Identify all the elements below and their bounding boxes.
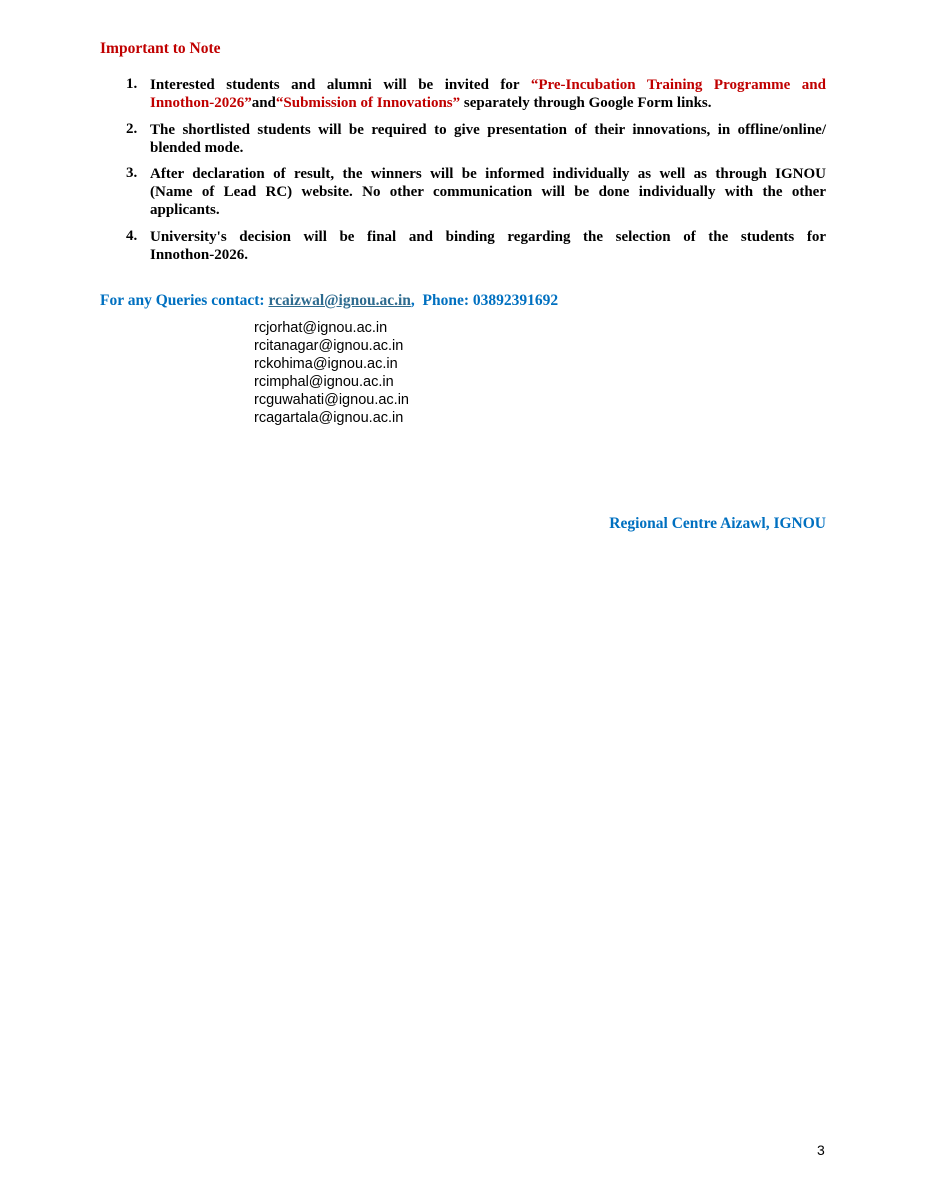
list-number: 2. — [126, 121, 138, 137]
body-text: applicants. — [150, 202, 220, 218]
contact-line — [100, 292, 558, 310]
contact-email-link[interactable]: rcaizwal@ignou.ac.in — [268, 292, 411, 309]
body-text: (Name of Lead RC) website. No other communication will be done individually with the other — [150, 184, 826, 200]
email-item: rcagartala@ignou.ac.in — [254, 410, 404, 426]
contact-phone: Phone: 03892391692 — [422, 292, 559, 309]
list-number: 4. — [126, 228, 138, 244]
list-item-line — [150, 165, 826, 183]
body-text: Innothon-2026. — [150, 247, 248, 263]
email-item: rckohima@ignou.ac.in — [254, 356, 398, 372]
list-item-line — [150, 94, 826, 112]
contact-label: For any Queries contact: — [100, 292, 269, 309]
contact-separator: , — [410, 292, 423, 309]
body-text: and — [251, 95, 276, 111]
list-number: 1. — [126, 76, 138, 92]
email-list — [254, 319, 409, 427]
list-item-line — [150, 121, 826, 139]
list-item-line — [150, 139, 826, 157]
email-item: rcjorhat@ignou.ac.in — [254, 320, 388, 336]
highlighted-text: “Submission of Innovations” — [275, 95, 461, 111]
page-number: 3 — [817, 1142, 825, 1158]
body-text: After declaration of result, the winners will be informed individually as well as through IGNOU — [150, 166, 826, 182]
body-text: University's decision will be final and binding regarding the selection of the students for — [150, 229, 826, 245]
email-item: rcguwahati@ignou.ac.in — [254, 392, 409, 408]
list-number: 3. — [126, 165, 138, 181]
list-item-line — [150, 246, 826, 264]
section-heading: Important to Note — [100, 40, 221, 57]
body-text: separately through Google Form links. — [460, 95, 712, 111]
email-item: rcitanagar@ignou.ac.in — [254, 338, 404, 354]
list-item-line — [150, 228, 826, 246]
list-item-line — [150, 76, 826, 94]
signature: Regional Centre Aizawl, IGNOU — [609, 515, 826, 532]
list-item-line — [150, 183, 826, 201]
body-text: The shortlisted students will be required to give presentation of their innovations, in offline/online/ — [150, 122, 826, 138]
body-text: Interested students and alumni will be invited for — [150, 77, 531, 93]
highlighted-text: “Pre-Incubation Training Programme and — [530, 77, 826, 93]
email-item: rcimphal@ignou.ac.in — [254, 374, 394, 390]
highlighted-text: Innothon-2026” — [150, 95, 252, 111]
list-item-line — [150, 201, 826, 219]
body-text: blended mode. — [150, 140, 244, 156]
